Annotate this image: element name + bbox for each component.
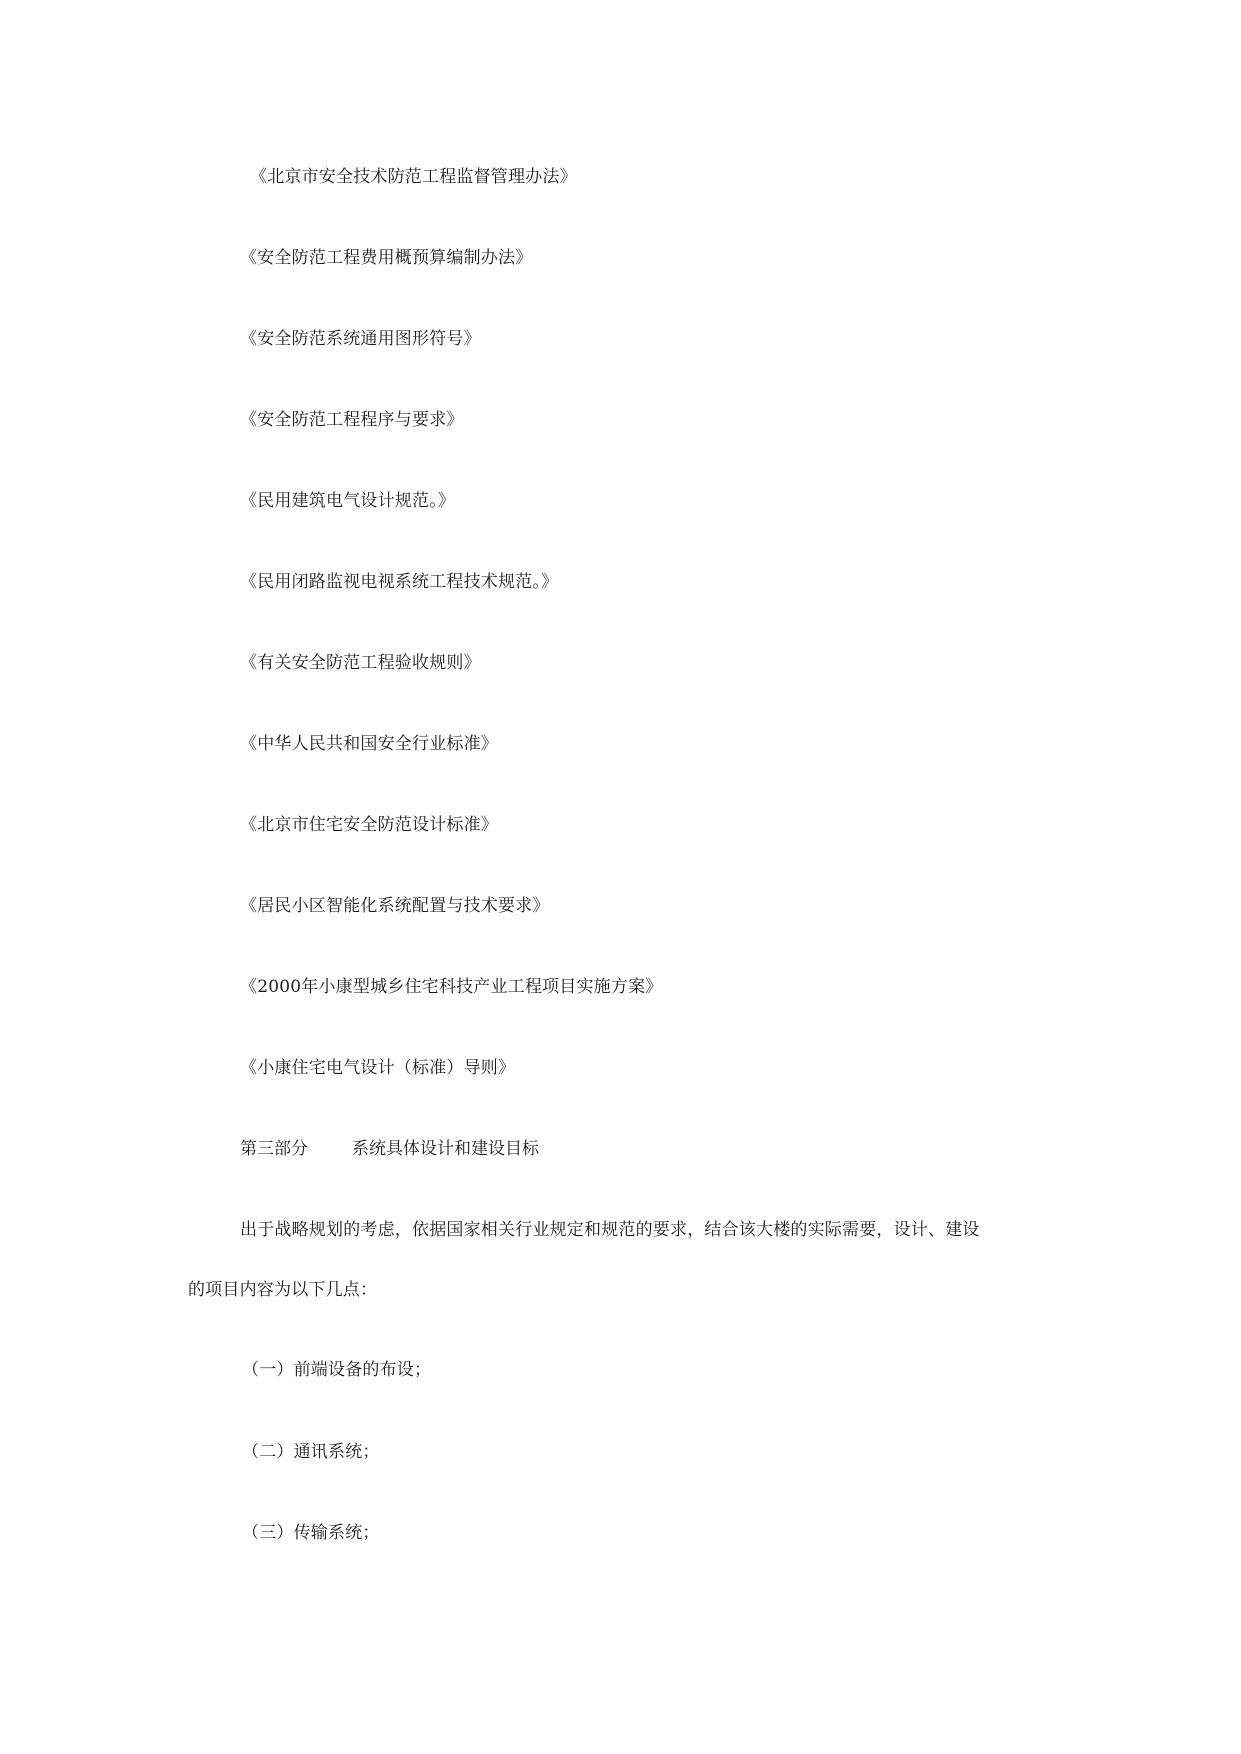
reference-item: 《安全防范工程程序与要求》 bbox=[240, 410, 464, 430]
reference-item: 《民用建筑电气设计规范。》 bbox=[240, 491, 456, 511]
list-item: （三）传输系统； bbox=[242, 1523, 380, 1543]
reference-item: 《北京市住宅安全防范设计标准》 bbox=[240, 815, 498, 835]
reference-item: 《民用闭路监视电视系统工程技术规范。》 bbox=[240, 572, 559, 592]
list-item: （一）前端设备的布设； bbox=[242, 1360, 432, 1380]
section-part-label: 第三部分 bbox=[240, 1139, 308, 1159]
reference-item: 《小康住宅电气设计（标准）导则》 bbox=[240, 1058, 516, 1078]
reference-item: 《中华人民共和国安全行业标准》 bbox=[240, 734, 498, 754]
reference-item: 《北京市安全技术防范工程监督管理办法》 bbox=[250, 167, 577, 187]
paragraph-line: 的项目内容为以下几点： bbox=[188, 1280, 378, 1300]
reference-item: 《有关安全防范工程验收规则》 bbox=[240, 653, 481, 673]
reference-item: 《2000年小康型城乡住宅科技产业工程项目实施方案》 bbox=[240, 977, 663, 997]
reference-item: 《安全防范工程费用概预算编制办法》 bbox=[240, 248, 533, 268]
section-part-title: 系统具体设计和建设目标 bbox=[352, 1139, 539, 1159]
reference-item: 《居民小区智能化系统配置与技术要求》 bbox=[240, 896, 550, 916]
list-item: （二）通讯系统； bbox=[242, 1442, 380, 1462]
paragraph-line: 出于战略规划的考虑，依据国家相关行业规定和规范的要求，结合该大楼的实际需要，设计、建设 bbox=[240, 1220, 980, 1240]
section-heading bbox=[240, 1137, 539, 1161]
reference-item: 《安全防范系统通用图形符号》 bbox=[240, 329, 481, 349]
